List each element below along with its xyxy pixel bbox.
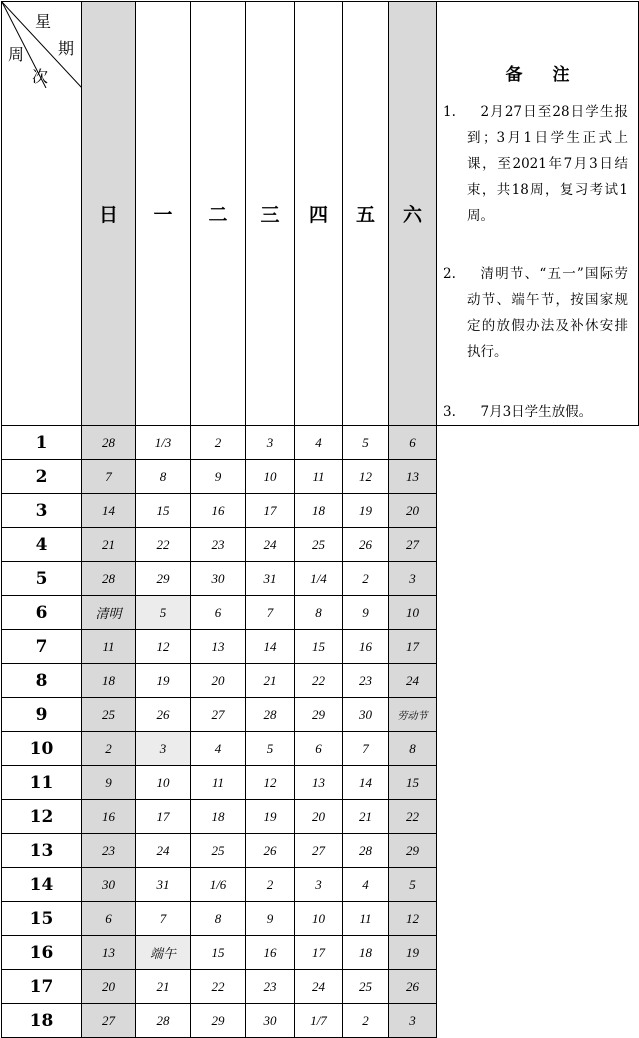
day-header-thursday: 四 bbox=[295, 2, 343, 426]
date-cell-wednesday: 2 bbox=[246, 868, 295, 902]
date-cell-monday: 17 bbox=[136, 800, 191, 834]
date-cell-tuesday: 2 bbox=[191, 426, 246, 460]
date-cell-sunday: 13 bbox=[82, 936, 136, 970]
week-number: 13 bbox=[2, 834, 82, 868]
week-number: 4 bbox=[2, 528, 82, 562]
date-cell-friday: 2 bbox=[343, 562, 389, 596]
notes-title: 备 注 bbox=[505, 65, 582, 85]
week-number: 3 bbox=[2, 494, 82, 528]
date-cell-monday: 8 bbox=[136, 460, 191, 494]
date-cell-monday: 7 bbox=[136, 902, 191, 936]
day-header-sunday: 日 bbox=[82, 2, 136, 426]
date-cell-wednesday: 26 bbox=[246, 834, 295, 868]
date-cell-wednesday: 9 bbox=[246, 902, 295, 936]
date-cell-monday: 10 bbox=[136, 766, 191, 800]
week-number: 7 bbox=[2, 630, 82, 664]
date-cell-wednesday: 31 bbox=[246, 562, 295, 596]
day-header-friday: 五 bbox=[343, 2, 389, 426]
date-cell-friday: 11 bbox=[343, 902, 389, 936]
date-cell-sunday: 18 bbox=[82, 664, 136, 698]
date-cell-saturday: 19 bbox=[389, 936, 437, 970]
date-cell-thursday: 6 bbox=[295, 732, 343, 766]
week-number: 15 bbox=[2, 902, 82, 936]
corner-label-qi: 期 bbox=[58, 39, 75, 58]
corner-label-xing: 星 bbox=[35, 12, 52, 31]
date-cell-tuesday: 20 bbox=[191, 664, 246, 698]
date-cell-sunday: 20 bbox=[82, 970, 136, 1004]
week-row bbox=[2, 630, 639, 664]
date-cell-monday: 22 bbox=[136, 528, 191, 562]
date-cell-tuesday: 30 bbox=[191, 562, 246, 596]
date-cell-saturday: 3 bbox=[389, 562, 437, 596]
date-cell-tuesday: 8 bbox=[191, 902, 246, 936]
date-cell-monday: 29 bbox=[136, 562, 191, 596]
date-cell-saturday: 17 bbox=[389, 630, 437, 664]
note-item bbox=[437, 261, 628, 365]
corner-label-zhou: 周 bbox=[8, 45, 25, 64]
date-cell-wednesday: 3 bbox=[246, 426, 295, 460]
date-cell-wednesday: 24 bbox=[246, 528, 295, 562]
week-row bbox=[2, 970, 639, 1004]
date-cell-wednesday: 21 bbox=[246, 664, 295, 698]
note-text: 7月3日学生放假。 bbox=[480, 404, 593, 420]
date-cell-saturday: 20 bbox=[389, 494, 437, 528]
week-number: 1 bbox=[2, 426, 82, 460]
day-header-monday: 一 bbox=[136, 2, 191, 426]
notes-cell bbox=[437, 2, 639, 426]
day-header-tuesday: 二 bbox=[191, 2, 246, 426]
week-row bbox=[2, 460, 639, 494]
date-cell-saturday: 12 bbox=[389, 902, 437, 936]
note-number: 3. bbox=[443, 404, 456, 420]
week-rows bbox=[2, 426, 639, 1038]
note-number: 2. bbox=[443, 266, 456, 282]
week-number: 6 bbox=[2, 596, 82, 630]
week-row bbox=[2, 868, 639, 902]
date-cell-sunday: 6 bbox=[82, 902, 136, 936]
date-cell-wednesday: 19 bbox=[246, 800, 295, 834]
date-cell-saturday: 8 bbox=[389, 732, 437, 766]
date-cell-friday: 2 bbox=[343, 1004, 389, 1038]
date-cell-thursday: 15 bbox=[295, 630, 343, 664]
date-cell-saturday: 27 bbox=[389, 528, 437, 562]
week-row bbox=[2, 834, 639, 868]
date-cell-friday: 26 bbox=[343, 528, 389, 562]
date-cell-thursday: 29 bbox=[295, 698, 343, 732]
date-cell-thursday: 11 bbox=[295, 460, 343, 494]
note-text: 清明节、“五一”国际劳动节、端午节，按国家规定的放假办法及补休安排执行。 bbox=[467, 266, 628, 360]
week-row bbox=[2, 664, 639, 698]
week-number: 11 bbox=[2, 766, 82, 800]
date-cell-tuesday: 22 bbox=[191, 970, 246, 1004]
date-cell-sunday: 清明 bbox=[82, 596, 136, 630]
date-cell-tuesday: 25 bbox=[191, 834, 246, 868]
header-row bbox=[2, 2, 639, 426]
week-number: 9 bbox=[2, 698, 82, 732]
date-cell-saturday: 6 bbox=[389, 426, 437, 460]
week-number: 17 bbox=[2, 970, 82, 1004]
date-cell-wednesday: 10 bbox=[246, 460, 295, 494]
date-cell-saturday: 22 bbox=[389, 800, 437, 834]
date-cell-wednesday: 17 bbox=[246, 494, 295, 528]
date-cell-saturday: 29 bbox=[389, 834, 437, 868]
date-cell-friday: 18 bbox=[343, 936, 389, 970]
date-cell-sunday: 14 bbox=[82, 494, 136, 528]
date-cell-monday: 5 bbox=[136, 596, 191, 630]
corner-label-ci: 次 bbox=[32, 67, 49, 86]
corner-header-cell bbox=[2, 2, 82, 426]
date-cell-monday: 19 bbox=[136, 664, 191, 698]
note-item bbox=[437, 99, 628, 229]
week-number: 12 bbox=[2, 800, 82, 834]
date-cell-wednesday: 14 bbox=[246, 630, 295, 664]
date-cell-thursday: 13 bbox=[295, 766, 343, 800]
date-cell-thursday: 1/7 bbox=[295, 1004, 343, 1038]
week-row bbox=[2, 800, 639, 834]
date-cell-friday: 21 bbox=[343, 800, 389, 834]
date-cell-tuesday: 18 bbox=[191, 800, 246, 834]
date-cell-friday: 25 bbox=[343, 970, 389, 1004]
date-cell-tuesday: 4 bbox=[191, 732, 246, 766]
date-cell-monday: 12 bbox=[136, 630, 191, 664]
date-cell-thursday: 10 bbox=[295, 902, 343, 936]
date-cell-wednesday: 28 bbox=[246, 698, 295, 732]
date-cell-saturday: 3 bbox=[389, 1004, 437, 1038]
date-cell-sunday: 23 bbox=[82, 834, 136, 868]
date-cell-sunday: 27 bbox=[82, 1004, 136, 1038]
week-row bbox=[2, 732, 639, 766]
date-cell-friday: 12 bbox=[343, 460, 389, 494]
date-cell-sunday: 30 bbox=[82, 868, 136, 902]
date-cell-friday: 4 bbox=[343, 868, 389, 902]
date-cell-thursday: 27 bbox=[295, 834, 343, 868]
date-cell-wednesday: 7 bbox=[246, 596, 295, 630]
date-cell-sunday: 7 bbox=[82, 460, 136, 494]
week-number: 5 bbox=[2, 562, 82, 596]
date-cell-friday: 5 bbox=[343, 426, 389, 460]
date-cell-saturday: 15 bbox=[389, 766, 437, 800]
date-cell-wednesday: 23 bbox=[246, 970, 295, 1004]
date-cell-thursday: 4 bbox=[295, 426, 343, 460]
week-number: 18 bbox=[2, 1004, 82, 1038]
notes-list bbox=[437, 99, 638, 425]
date-cell-thursday: 3 bbox=[295, 868, 343, 902]
date-cell-wednesday: 30 bbox=[246, 1004, 295, 1038]
date-cell-friday: 14 bbox=[343, 766, 389, 800]
day-header-saturday: 六 bbox=[389, 2, 437, 426]
date-cell-sunday: 28 bbox=[82, 562, 136, 596]
date-cell-sunday: 21 bbox=[82, 528, 136, 562]
date-cell-friday: 9 bbox=[343, 596, 389, 630]
date-cell-sunday: 2 bbox=[82, 732, 136, 766]
note-item bbox=[437, 399, 628, 425]
note-number: 1. bbox=[443, 104, 456, 120]
date-cell-sunday: 16 bbox=[82, 800, 136, 834]
date-cell-tuesday: 1/6 bbox=[191, 868, 246, 902]
week-row bbox=[2, 1004, 639, 1038]
date-cell-thursday: 25 bbox=[295, 528, 343, 562]
date-cell-friday: 19 bbox=[343, 494, 389, 528]
date-cell-monday: 26 bbox=[136, 698, 191, 732]
date-cell-tuesday: 15 bbox=[191, 936, 246, 970]
date-cell-friday: 16 bbox=[343, 630, 389, 664]
date-cell-friday: 23 bbox=[343, 664, 389, 698]
date-cell-tuesday: 9 bbox=[191, 460, 246, 494]
date-cell-wednesday: 12 bbox=[246, 766, 295, 800]
date-cell-saturday: 劳动节 bbox=[389, 698, 437, 732]
date-cell-monday: 28 bbox=[136, 1004, 191, 1038]
date-cell-sunday: 9 bbox=[82, 766, 136, 800]
date-cell-monday: 3 bbox=[136, 732, 191, 766]
date-cell-saturday: 10 bbox=[389, 596, 437, 630]
date-cell-tuesday: 16 bbox=[191, 494, 246, 528]
date-cell-monday: 21 bbox=[136, 970, 191, 1004]
date-cell-tuesday: 29 bbox=[191, 1004, 246, 1038]
note-text: 2月27日至28日学生报到；3月1日学生正式上课，至2021年7月3日结束，共18周，复习考试1周。 bbox=[467, 104, 628, 224]
day-header-wednesday: 三 bbox=[246, 2, 295, 426]
week-number: 10 bbox=[2, 732, 82, 766]
week-number: 14 bbox=[2, 868, 82, 902]
date-cell-tuesday: 11 bbox=[191, 766, 246, 800]
date-cell-tuesday: 6 bbox=[191, 596, 246, 630]
week-row bbox=[2, 698, 639, 732]
week-row bbox=[2, 562, 639, 596]
date-cell-sunday: 25 bbox=[82, 698, 136, 732]
week-row bbox=[2, 528, 639, 562]
date-cell-monday: 15 bbox=[136, 494, 191, 528]
date-cell-monday: 31 bbox=[136, 868, 191, 902]
school-calendar-table bbox=[1, 1, 639, 1038]
date-cell-wednesday: 16 bbox=[246, 936, 295, 970]
date-cell-thursday: 17 bbox=[295, 936, 343, 970]
date-cell-thursday: 8 bbox=[295, 596, 343, 630]
date-cell-saturday: 13 bbox=[389, 460, 437, 494]
week-row bbox=[2, 766, 639, 800]
date-cell-friday: 7 bbox=[343, 732, 389, 766]
week-number: 16 bbox=[2, 936, 82, 970]
date-cell-monday: 1/3 bbox=[136, 426, 191, 460]
date-cell-monday: 端午 bbox=[136, 936, 191, 970]
week-number: 2 bbox=[2, 460, 82, 494]
date-cell-thursday: 20 bbox=[295, 800, 343, 834]
week-row bbox=[2, 494, 639, 528]
date-cell-sunday: 11 bbox=[82, 630, 136, 664]
date-cell-sunday: 28 bbox=[82, 426, 136, 460]
date-cell-saturday: 26 bbox=[389, 970, 437, 1004]
week-row bbox=[2, 426, 639, 460]
date-cell-monday: 24 bbox=[136, 834, 191, 868]
date-cell-tuesday: 27 bbox=[191, 698, 246, 732]
week-row bbox=[2, 902, 639, 936]
date-cell-saturday: 24 bbox=[389, 664, 437, 698]
date-cell-tuesday: 23 bbox=[191, 528, 246, 562]
date-cell-saturday: 5 bbox=[389, 868, 437, 902]
date-cell-friday: 28 bbox=[343, 834, 389, 868]
date-cell-wednesday: 5 bbox=[246, 732, 295, 766]
date-cell-thursday: 1/4 bbox=[295, 562, 343, 596]
date-cell-thursday: 18 bbox=[295, 494, 343, 528]
week-row bbox=[2, 596, 639, 630]
week-row bbox=[2, 936, 639, 970]
date-cell-friday: 30 bbox=[343, 698, 389, 732]
date-cell-tuesday: 13 bbox=[191, 630, 246, 664]
date-cell-thursday: 24 bbox=[295, 970, 343, 1004]
date-cell-thursday: 22 bbox=[295, 664, 343, 698]
week-number: 8 bbox=[2, 664, 82, 698]
